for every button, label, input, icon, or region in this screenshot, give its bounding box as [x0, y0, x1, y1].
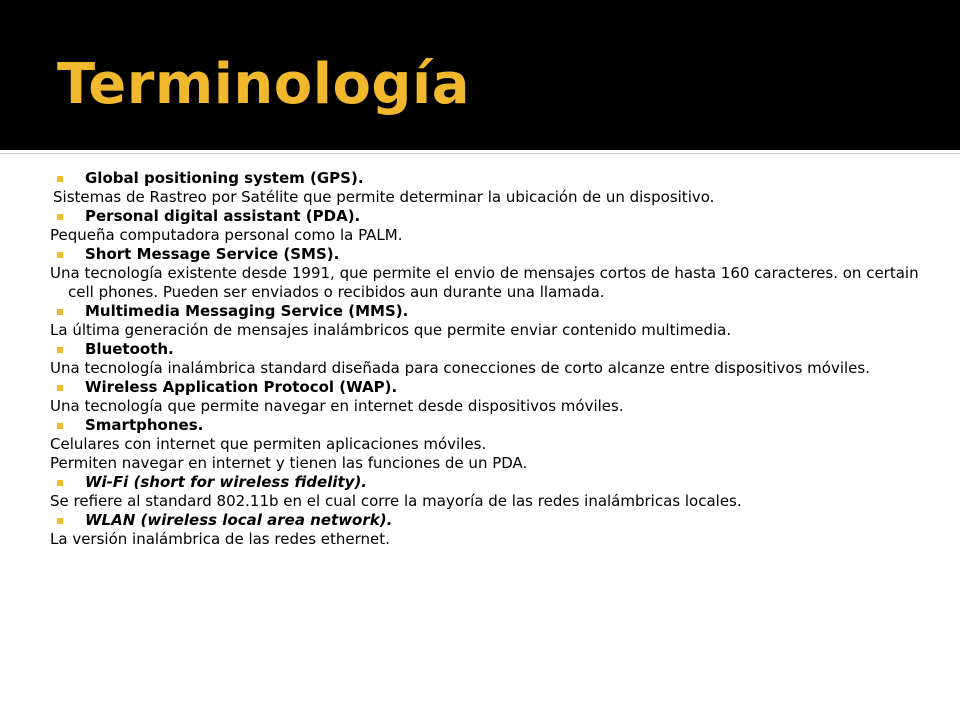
term-description: Una tecnología que permite navegar en internet desde dispositivos móviles.: [50, 397, 624, 415]
term-pda: [50, 207, 930, 226]
square-bullet-icon: [57, 252, 63, 258]
square-bullet-icon: [57, 385, 63, 391]
term-wlan: [50, 511, 930, 530]
term-description: Permiten navegar en internet y tienen las funciones de un PDA.: [50, 454, 528, 472]
term-description: La última generación de mensajes inalámbricos que permite enviar contenido multimedia.: [50, 321, 732, 339]
term-title: Bluetooth.: [85, 340, 174, 358]
square-bullet-icon: [57, 518, 63, 524]
square-bullet-icon: [57, 176, 63, 182]
term-description: Una tecnología inalámbrica standard diseñada para conecciones de corto alcanze entre dispositivos móviles.: [50, 359, 870, 377]
term-bluetooth: [50, 340, 930, 359]
square-bullet-icon: [57, 480, 63, 486]
term-wap: [50, 378, 930, 397]
title-bar: [0, 0, 960, 150]
square-bullet-icon: [57, 347, 63, 353]
term-title: Global positioning system (GPS).: [85, 169, 364, 187]
square-bullet-icon: [57, 309, 63, 315]
term-title: Wi-Fi (short for wireless fidelity).: [85, 473, 367, 491]
term-mms: [50, 302, 930, 321]
term-title: Personal digital assistant (PDA).: [85, 207, 361, 225]
slide-title: Terminología: [57, 52, 470, 117]
term-title: Multimedia Messaging Service (MMS).: [85, 302, 409, 320]
term-gps: [50, 169, 930, 188]
term-title: Wireless Application Protocol (WAP).: [85, 378, 398, 396]
term-smartphones: [50, 416, 930, 435]
term-description: Sistemas de Rastreo por Satélite que permite determinar la ubicación de un dispositivo.: [53, 188, 715, 206]
term-description: Pequeña computadora personal como la PALM.: [50, 226, 403, 244]
term-title: WLAN (wireless local area network).: [85, 511, 393, 529]
term-title: Smartphones.: [85, 416, 204, 434]
term-description: La versión inalámbrica de las redes ethernet.: [50, 530, 390, 548]
term-description: Celulares con internet que permiten aplicaciones móviles.: [50, 435, 487, 453]
square-bullet-icon: [57, 423, 63, 429]
term-sms: [50, 245, 930, 264]
terms-list: [50, 169, 930, 549]
term-description: Una tecnología existente desde 1991, que permite el envio de mensajes cortos de hasta 160 caracteres. on certain cell phones. Pueden ser enviados o recibidos aun durante una llamada.: [50, 264, 919, 301]
term-description: Se refiere al standard 802.11b en el cual corre la mayoría de las redes inalámbricas locales.: [50, 492, 742, 510]
term-title: Short Message Service (SMS).: [85, 245, 340, 263]
square-bullet-icon: [57, 214, 63, 220]
term-wifi: [50, 473, 930, 492]
header-divider-shadow: [0, 153, 960, 154]
